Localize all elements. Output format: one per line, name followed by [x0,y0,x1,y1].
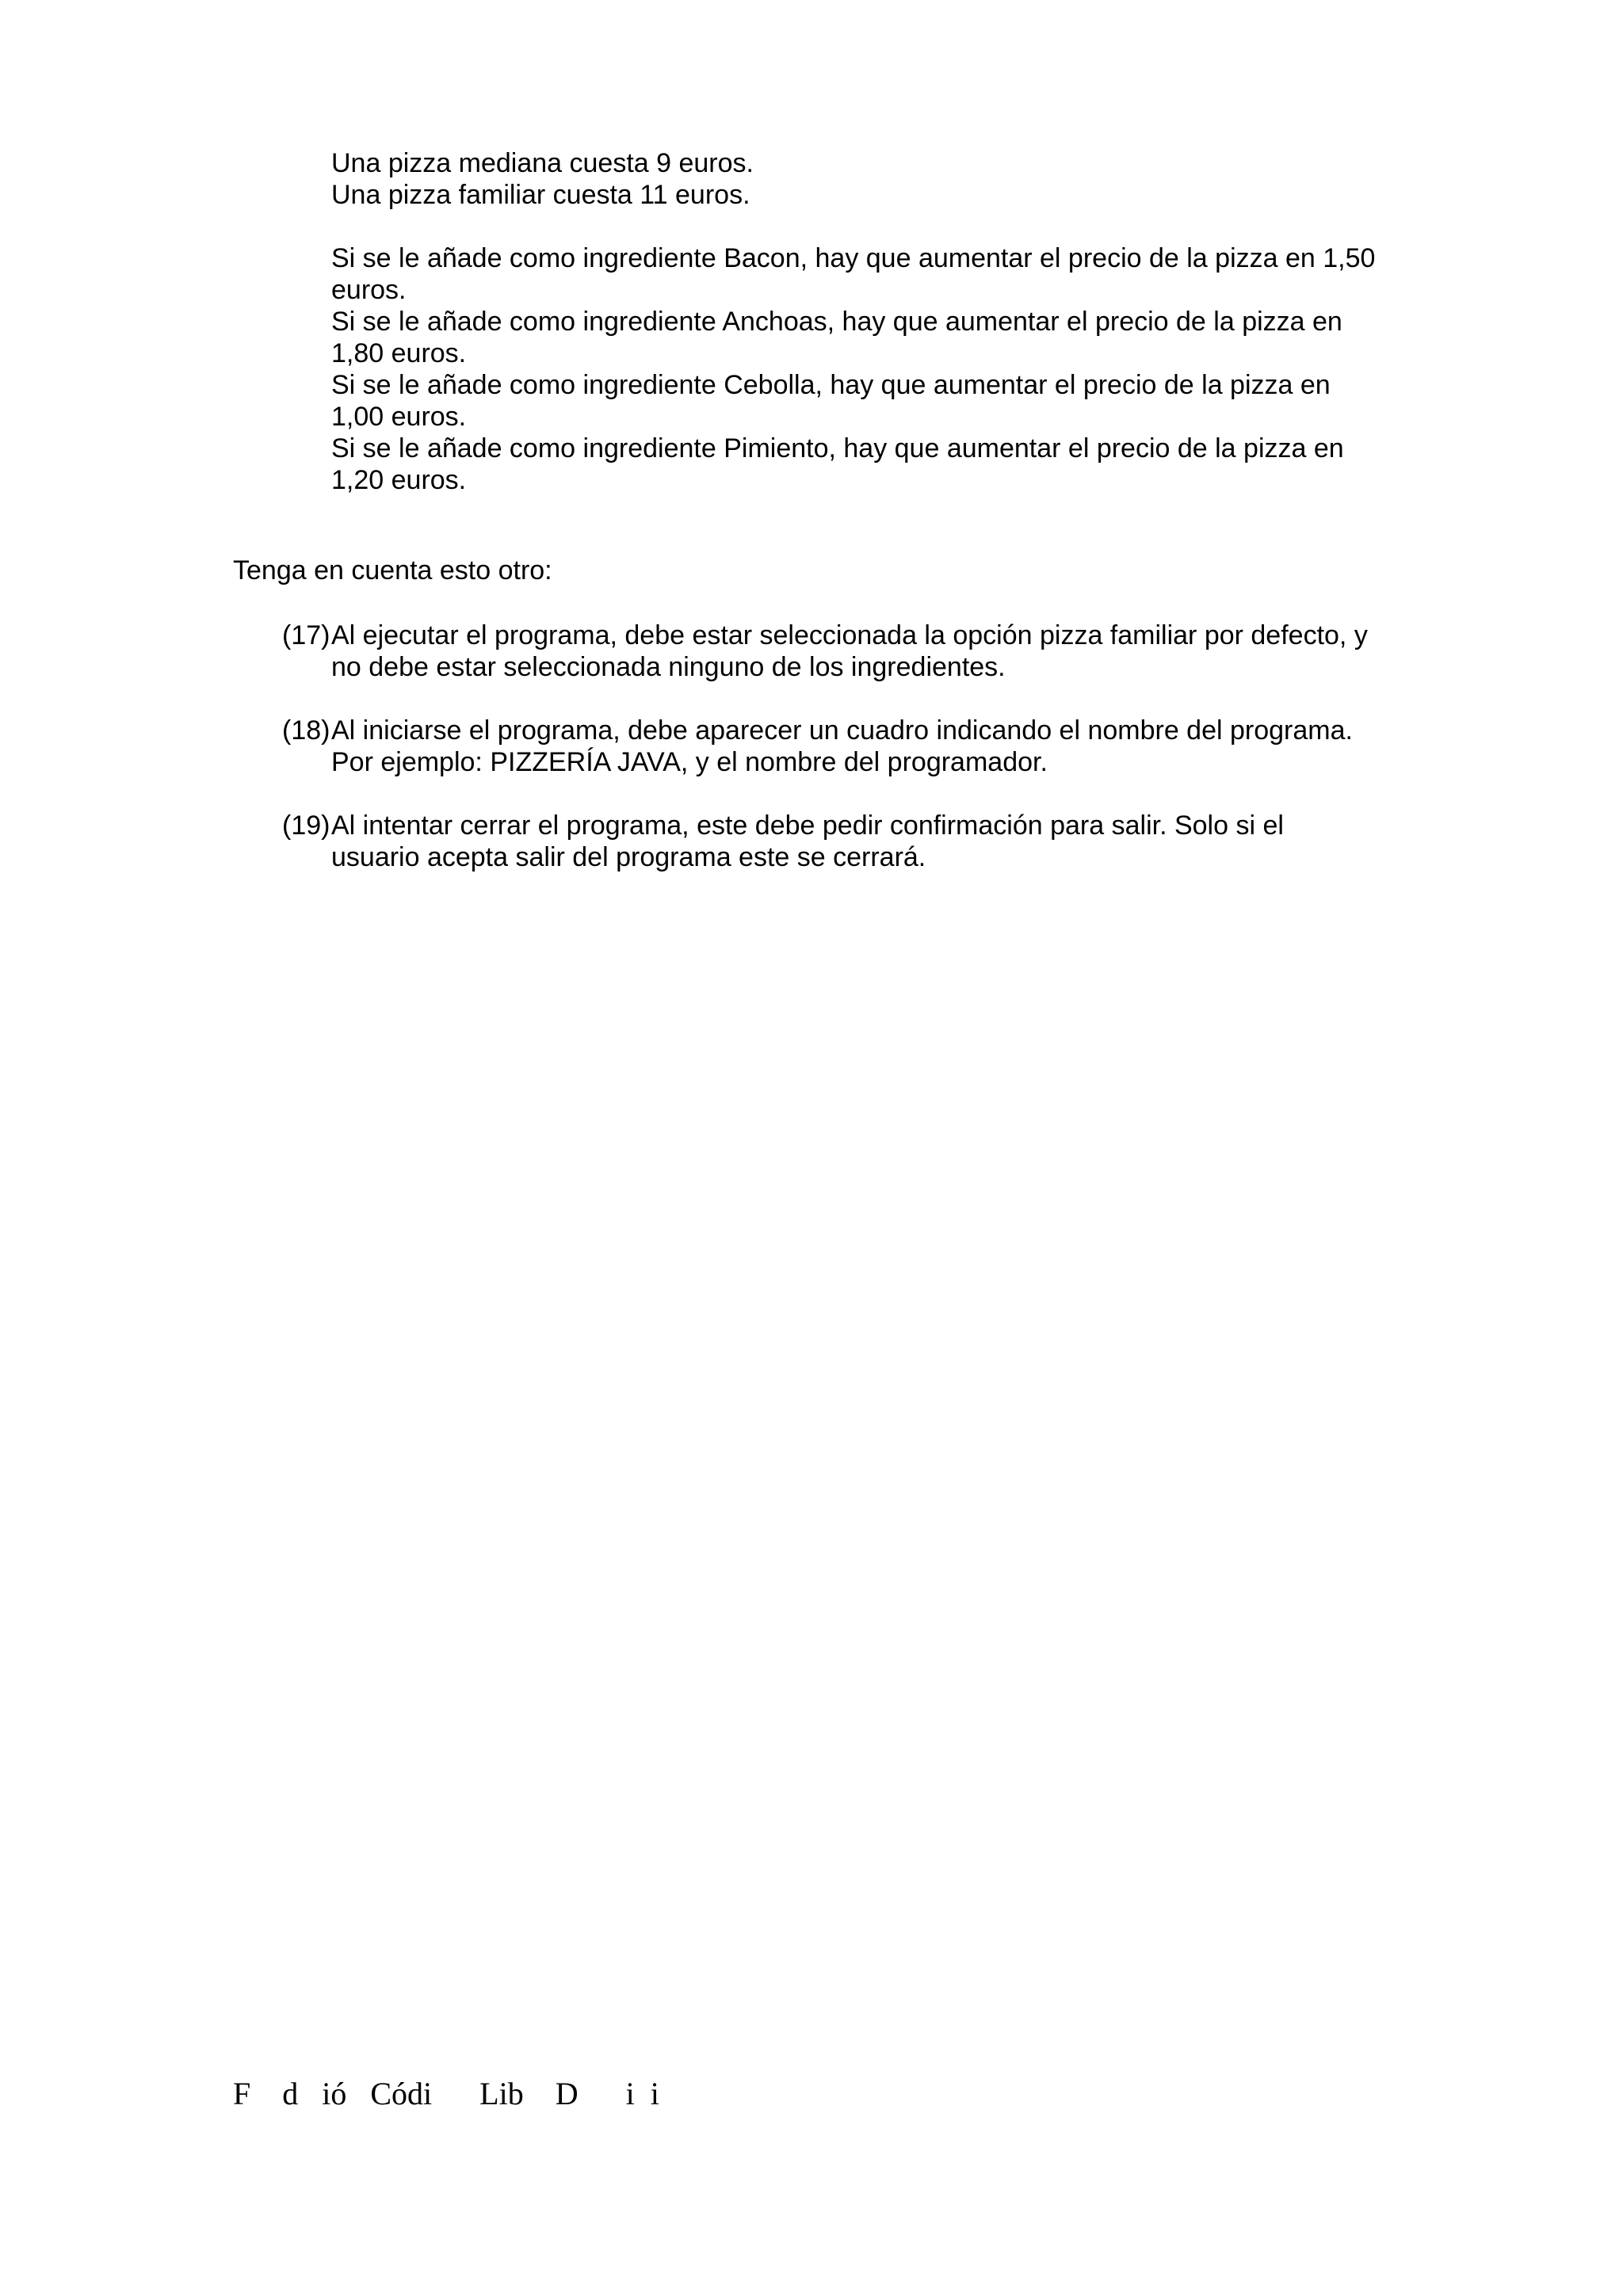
item-text-line-2: Por ejemplo: PIZZERÍA JAVA, y el nombre del programador. [331,747,1048,777]
list-item-19 [282,810,1284,873]
item-text-line-1: Al intentar cerrar el programa, este debe pedir confirmación para salir. Solo si el [331,810,1284,841]
list-item-18 [282,715,1353,778]
ingredient-bacon-line-2: euros. [331,275,407,305]
ingredient-pimiento-line-2: 1,20 euros. [331,465,467,495]
page-footer: F d ió Códi Lib D i i [233,2076,659,2111]
price-paragraph [331,147,1419,211]
ingredient-cebolla-line-1: Si se le añade como ingrediente Cebolla, hay que aumentar el precio de la pizza en [331,370,1331,400]
item-number: (18) [282,715,330,746]
ingredient-pimiento-line-1: Si se le añade como ingrediente Pimiento, hay que aumentar el precio de la pizza en [331,433,1344,463]
item-number: (19) [282,810,330,841]
intro-text: Tenga en cuenta esto otro: [233,555,552,585]
item-text-line-1: Al iniciarse el programa, debe aparecer un cuadro indicando el nombre del programa. [331,715,1353,746]
price-line-mediana: Una pizza mediana cuesta 9 euros. [331,148,754,178]
item-text-line-2: usuario acepta salir del programa este se cerrará. [331,842,926,872]
list-item-17 [282,620,1368,683]
price-line-familiar: Una pizza familiar cuesta 11 euros. [331,180,750,210]
item-text-line-1: Al ejecutar el programa, debe estar seleccionada la opción pizza familiar por defecto, y [331,620,1368,650]
ingredient-anchoas-line-2: 1,80 euros. [331,338,467,368]
ingredients-paragraph [331,242,1419,496]
ingredient-cebolla-line-2: 1,00 euros. [331,402,467,432]
ingredient-anchoas-line-1: Si se le añade como ingrediente Anchoas, hay que aumentar el precio de la pizza en [331,307,1342,337]
item-text-line-2: no debe estar seleccionada ninguno de los ingredientes. [331,652,1006,682]
item-number: (17) [282,620,330,650]
ingredient-bacon-line-1: Si se le añade como ingrediente Bacon, hay que aumentar el precio de la pizza en 1,50 [331,243,1376,273]
